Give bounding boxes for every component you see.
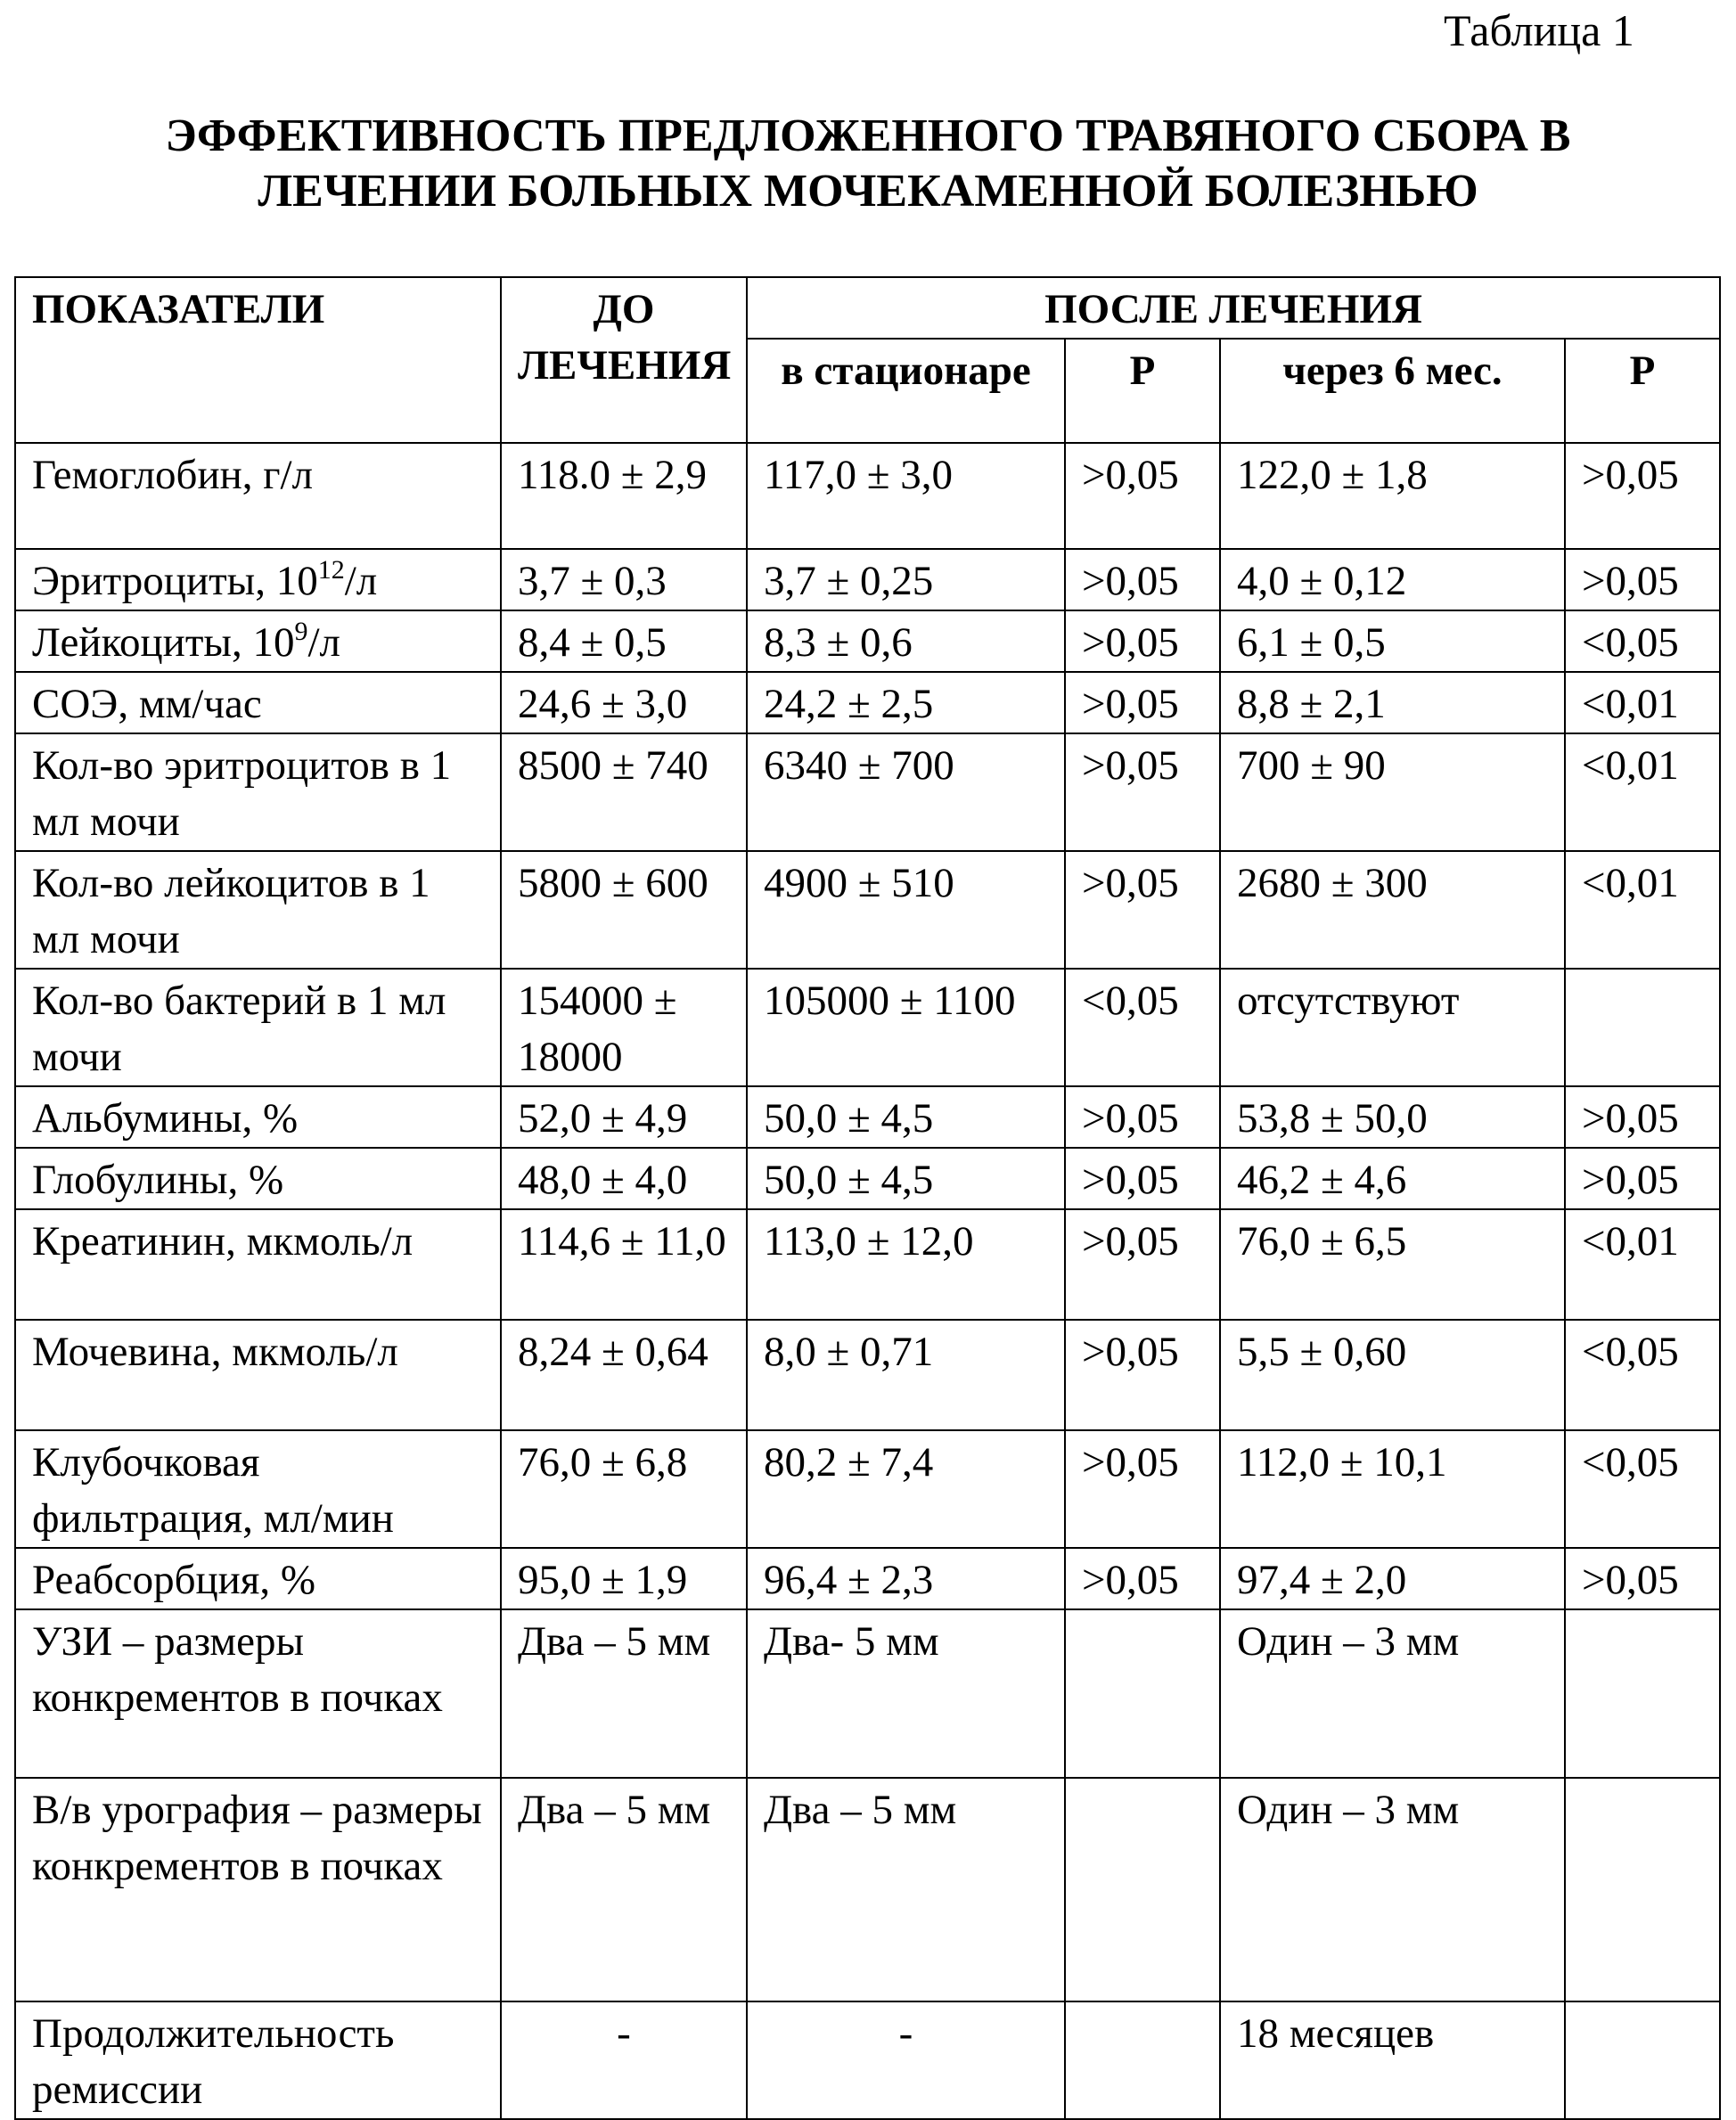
cell-6-months: 5,5 ± 0,60 [1220,1320,1565,1430]
cell-p-6-months: >0,05 [1565,1148,1720,1209]
cell-before: 48,0 ± 4,0 [501,1148,747,1209]
cell-p-hospital: >0,05 [1065,1209,1220,1320]
row-indicator: Кол-во эритроцитов в 1 мл мочи [15,733,501,851]
cell-p-6-months: >0,05 [1565,443,1720,549]
cell-before: 52,0 ± 4,9 [501,1086,747,1148]
cell-6-months: 8,8 ± 2,1 [1220,672,1565,733]
row-indicator: Гемоглобин, г/л [15,443,501,549]
cell-before: Два – 5 мм [501,1778,747,2001]
cell-hospital: 24,2 ± 2,5 [747,672,1065,733]
table-row [15,1209,1720,1320]
cell-p-hospital: >0,05 [1065,549,1220,610]
table-row [15,969,1720,1086]
header-p-6-months: Р [1565,339,1720,443]
cell-p-hospital: <0,05 [1065,969,1220,1086]
cell-before: 3,7 ± 0,3 [501,549,747,610]
cell-6-months: 4,0 ± 0,12 [1220,549,1565,610]
header-p-hospital: Р [1065,339,1220,443]
header-before-treatment: ДО ЛЕЧЕНИЯ [501,277,747,443]
cell-before: 114,6 ± 11,0 [501,1209,747,1320]
cell-hospital: 105000 ± 1100 [747,969,1065,1086]
table-number: Таблица 1 [1444,5,1634,55]
table-row [15,610,1720,672]
table-row [15,1548,1720,1609]
cell-6-months: 6,1 ± 0,5 [1220,610,1565,672]
cell-before: 8,24 ± 0,64 [501,1320,747,1430]
cell-hospital: 8,0 ± 0,71 [747,1320,1065,1430]
cell-hospital: 6340 ± 700 [747,733,1065,851]
cell-before: 5800 ± 600 [501,851,747,969]
cell-6-months: 46,2 ± 4,6 [1220,1148,1565,1209]
table-row [15,733,1720,851]
row-indicator: СОЭ, мм/час [15,672,501,733]
cell-hospital: 8,3 ± 0,6 [747,610,1065,672]
row-indicator: Креатинин, мкмоль/л [15,1209,501,1320]
cell-p-hospital [1065,1778,1220,2001]
row-indicator: Клубочковая фильтрация, мл/мин [15,1430,501,1548]
cell-p-6-months [1565,2001,1720,2119]
cell-before: Два – 5 мм [501,1609,747,1778]
cell-p-hospital: >0,05 [1065,1548,1220,1609]
cell-p-6-months: >0,05 [1565,1086,1720,1148]
cell-p-6-months: <0,01 [1565,1209,1720,1320]
cell-p-6-months: >0,05 [1565,549,1720,610]
cell-before: 154000 ± 18000 [501,969,747,1086]
cell-p-6-months: <0,05 [1565,1430,1720,1548]
exponent: 9 [294,617,308,646]
row-indicator: Мочевина, мкмоль/л [15,1320,501,1430]
row-indicator: УЗИ – размеры конкрементов в почках [15,1609,501,1778]
cell-before: - [501,2001,747,2119]
cell-hospital: 50,0 ± 4,5 [747,1148,1065,1209]
cell-6-months: Один – 3 мм [1220,1609,1565,1778]
row-indicator: Продолжительность ремиссии [15,2001,501,2119]
cell-6-months: 53,8 ± 50,0 [1220,1086,1565,1148]
cell-p-hospital: >0,05 [1065,672,1220,733]
table-row [15,1148,1720,1209]
cell-6-months: 112,0 ± 10,1 [1220,1430,1565,1548]
cell-6-months: 18 месяцев [1220,2001,1565,2119]
row-indicator: Глобулины, % [15,1148,501,1209]
cell-6-months: 97,4 ± 2,0 [1220,1548,1565,1609]
cell-p-hospital: >0,05 [1065,1430,1220,1548]
cell-hospital: Два – 5 мм [747,1778,1065,2001]
document-title [0,109,1736,219]
table-row [15,2001,1720,2119]
results-table [14,276,1721,2120]
table-row [15,549,1720,610]
cell-hospital: 3,7 ± 0,25 [747,549,1065,610]
cell-6-months: Один – 3 мм [1220,1778,1565,2001]
cell-p-hospital: >0,05 [1065,443,1220,549]
cell-p-6-months [1565,1778,1720,2001]
header-after-6-months: через 6 мес. [1220,339,1565,443]
cell-before: 118.0 ± 2,9 [501,443,747,549]
table-row [15,1320,1720,1430]
cell-p-6-months: <0,01 [1565,672,1720,733]
cell-before: 95,0 ± 1,9 [501,1548,747,1609]
cell-before: 76,0 ± 6,8 [501,1430,747,1548]
row-indicator: Кол-во лейкоцитов в 1 мл мочи [15,851,501,969]
cell-hospital: 4900 ± 510 [747,851,1065,969]
cell-hospital: 96,4 ± 2,3 [747,1548,1065,1609]
cell-hospital: 80,2 ± 7,4 [747,1430,1065,1548]
table-row [15,1086,1720,1148]
cell-p-6-months: <0,05 [1565,1320,1720,1430]
cell-p-6-months [1565,969,1720,1086]
table-row [15,851,1720,969]
exponent: 12 [317,555,345,585]
row-indicator: Альбумины, % [15,1086,501,1148]
cell-before: 8,4 ± 0,5 [501,610,747,672]
title-line-2: ЛЕЧЕНИИ БОЛЬНЫХ МОЧЕКАМЕННОЙ БОЛЕЗНЬЮ [258,166,1478,217]
cell-6-months: 76,0 ± 6,5 [1220,1209,1565,1320]
row-indicator: Реабсорбция, % [15,1548,501,1609]
cell-p-6-months: <0,05 [1565,610,1720,672]
title-line-1: ЭФФЕКТИВНОСТЬ ПРЕДЛОЖЕННОГО ТРАВЯНОГО СБОРА В [165,111,1571,161]
cell-before: 24,6 ± 3,0 [501,672,747,733]
cell-p-6-months: <0,01 [1565,733,1720,851]
cell-p-hospital: >0,05 [1065,1320,1220,1430]
cell-p-6-months [1565,1609,1720,1778]
header-in-hospital: в стационаре [747,339,1065,443]
cell-hospital: 113,0 ± 12,0 [747,1209,1065,1320]
table-row [15,672,1720,733]
row-indicator: Кол-во бактерий в 1 мл мочи [15,969,501,1086]
cell-p-hospital [1065,1609,1220,1778]
table-row [15,1430,1720,1548]
cell-hospital: Два- 5 мм [747,1609,1065,1778]
table-row [15,1778,1720,2001]
row-indicator: Лейкоциты, $10^9/л$ [15,610,501,672]
cell-p-hospital: >0,05 [1065,1148,1220,1209]
cell-hospital: - [747,2001,1065,2119]
cell-hospital: 117,0 ± 3,0 [747,443,1065,549]
cell-p-6-months: >0,05 [1565,1548,1720,1609]
row-indicator: Эритроциты, $10^{12}/л$ [15,549,501,610]
row-indicator: В/в урография – размеры конкрементов в почках [15,1778,501,2001]
cell-p-hospital: >0,05 [1065,610,1220,672]
table-row [15,443,1720,549]
cell-6-months: 700 ± 90 [1220,733,1565,851]
cell-p-hospital: >0,05 [1065,733,1220,851]
cell-6-months: 2680 ± 300 [1220,851,1565,969]
cell-p-6-months: <0,01 [1565,851,1720,969]
cell-before: 8500 ± 740 [501,733,747,851]
cell-hospital: 50,0 ± 4,5 [747,1086,1065,1148]
cell-6-months: 122,0 ± 1,8 [1220,443,1565,549]
header-after-treatment: ПОСЛЕ ЛЕЧЕНИЯ [747,277,1720,339]
cell-6-months: отсутствуют [1220,969,1565,1086]
header-indicators: ПОКАЗАТЕЛИ [15,277,501,443]
cell-p-hospital: >0,05 [1065,1086,1220,1148]
cell-p-hospital: >0,05 [1065,851,1220,969]
cell-p-hospital [1065,2001,1220,2119]
table-row [15,1609,1720,1778]
